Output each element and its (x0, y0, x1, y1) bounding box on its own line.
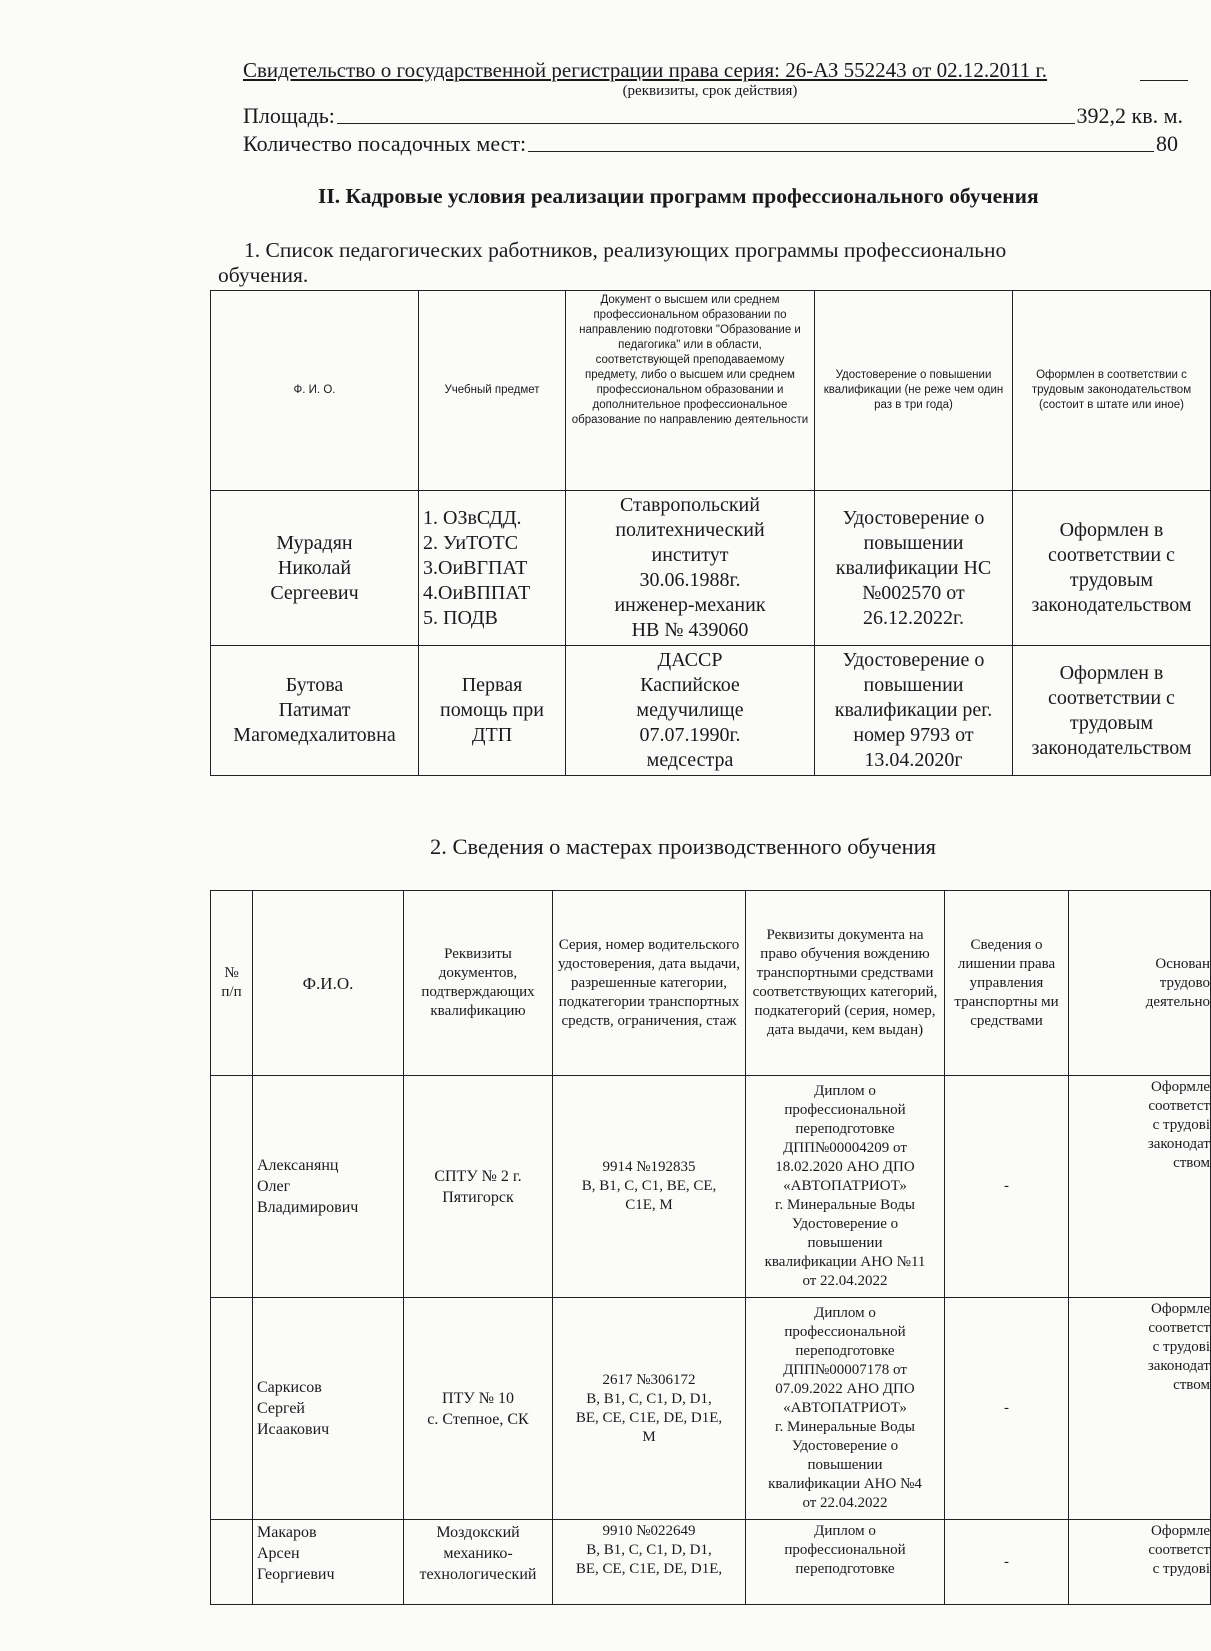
teacher-subject: Первая помощь при ДТП (419, 646, 566, 776)
teacher-qualification: Удостоверение о повышении квалификации рег. номер 9793 от 13.04.2020г (815, 646, 1013, 776)
master-number (211, 1520, 253, 1605)
header-education: Документ о высшем или среднем профессиональном образовании по направлению подготовки "Образование и педагогика" или в области, соответствующей преподаваемому предмету, либо о высшем или среднем профессиональном образовании и дополнительное профессиональное образование по направлению деятельности (566, 291, 815, 491)
header-training-doc: Реквизиты документа на право обучения вождению транспортными средствами соответствующих категорий, подкатегорий (серия, номер, дата выдачи, кем выдан) (746, 891, 945, 1076)
header-qual-docs: Реквизиты документов, подтверждающих квалификацию (404, 891, 553, 1076)
section-title: II. Кадровые условия реализации программ профессионального обучения (318, 184, 1039, 208)
teacher-education: Ставропольский политехнический институт 30.06.1988г. инженер-механик НВ № 439060 (566, 491, 815, 646)
master-training-doc: Диплом о профессиональной переподготовке ДПП№00007178 от 07.09.2022 АНО ДПО «АВТОПАТРИОТ» г. Минеральные Воды Удостоверение о повышении квалификации АНО №4 от 22.04.2022 (746, 1298, 945, 1520)
area-value: 392,2 кв. м. (1076, 103, 1183, 128)
table-row (211, 1520, 1211, 1605)
seats-label: Количество посадочных мест: (243, 131, 527, 156)
teacher-qualification: Удостоверение о повышении квалификации НС №002570 от 26.12.2022г. (815, 491, 1013, 646)
master-deprivation: - (945, 1076, 1069, 1298)
certificate-line (243, 58, 1189, 83)
header-qualification: Удостоверение о повышении квалификации (не реже чем один раз в три года) (815, 291, 1013, 491)
master-training-doc: Диплом о профессиональной переподготовке (746, 1520, 945, 1605)
table-row (211, 1076, 1211, 1298)
teacher-education: ДАССР Каспийское медучилище 07.07.1990г. медсестра (566, 646, 815, 776)
master-license: 2617 №306172 B, B1, C, C1, D, D1, BE, CE, C1E, DE, D1E, M (553, 1298, 746, 1520)
master-deprivation: - (945, 1520, 1069, 1605)
header-employment: Оформлен в соответствии с трудовым законодательством (состоит в штате или иное) (1013, 291, 1211, 491)
master-qualification: ПТУ № 10 с. Степное, СК (404, 1298, 553, 1520)
table-row (211, 1298, 1211, 1520)
seats-field (243, 131, 1178, 157)
masters-header-row (211, 891, 1211, 1076)
header-deprivation: Сведения о лишении права управления транспортны ми средствами (945, 891, 1069, 1076)
master-basis: Оформле соответст с трудові законодат ством (1069, 1298, 1211, 1520)
area-underline (337, 123, 1075, 124)
header-subject: Учебный предмет (419, 291, 566, 491)
master-license: 9910 №022649 B, B1, C, C1, D, D1, BE, CE, C1E, DE, D1E, (553, 1520, 746, 1605)
master-qualification: Моздокский механико- технологический (404, 1520, 553, 1605)
master-number (211, 1076, 253, 1298)
master-training-doc: Диплом о профессиональной переподготовке ДПП№00004209 от 18.02.2020 АНО ДПО «АВТОПАТРИОТ» г. Минеральные Воды Удостоверение о повышении квалификации АНО №11 от 22.04.2022 (746, 1076, 945, 1298)
header-fio: Ф. И. О. (211, 291, 419, 491)
masters-table (210, 890, 1211, 1605)
master-name: Макаров Арсен Георгиевич (253, 1520, 404, 1605)
area-field (243, 103, 1183, 129)
master-qualification: СПТУ № 2 г. Пятигорск (404, 1076, 553, 1298)
masters-title: 2. Сведения о мастерах производственного обучения (430, 834, 937, 859)
seats-underline (528, 151, 1154, 152)
master-basis: Оформле соответст с трудові законодат ством (1069, 1076, 1211, 1298)
list-intro-line1: 1. Список педагогических работников, реализующих программы профессионально (244, 238, 1007, 262)
teachers-table (210, 290, 1211, 776)
master-deprivation: - (945, 1298, 1069, 1520)
header-license: Серия, номер водительского удостоверения, дата выдачи, разрешенные категории, подкатегории транспортных средств, ограничения, стаж (553, 891, 746, 1076)
teacher-employment: Оформлен в соответствии с трудовым законодательством (1013, 646, 1211, 776)
teachers-header-row (211, 291, 1211, 491)
master-basis: Оформле соответст с трудові (1069, 1520, 1211, 1605)
certificate-caption: (реквизиты, срок действия) (622, 83, 798, 99)
teacher-name: Мурадян Николай Сергеевич (211, 491, 419, 646)
teacher-subject: 1. ОЗвСДД. 2. УиТОТС 3.ОиВГПАТ 4.ОиВППАТ 5. ПОДВ (419, 491, 566, 646)
teacher-employment: Оформлен в соответствии с трудовым законодательством (1013, 491, 1211, 646)
certificate-underline (1140, 80, 1188, 81)
list-intro-line2: обучения. (218, 263, 309, 287)
certificate-text: Свидетельство о государственной регистрации права серия: 26-АЗ 552243 от 02.12.2011 г. (243, 58, 1048, 82)
header-basis: Основан трудово деятельно (1069, 891, 1211, 1076)
master-number (211, 1298, 253, 1520)
area-label: Площадь: (243, 103, 335, 128)
teacher-name: Бутова Патимат Магомедхалитовна (211, 646, 419, 776)
table-row (211, 646, 1211, 776)
header-fio: Ф.И.О. (253, 891, 404, 1076)
table-row (211, 491, 1211, 646)
header-number: № п/п (211, 891, 253, 1076)
seats-value: 80 (1156, 131, 1178, 156)
master-license: 9914 №192835 B, B1, C, C1, BE, CE, C1E, M (553, 1076, 746, 1298)
master-name: Саркисов Сергей Исаакович (253, 1298, 404, 1520)
master-name: Алексанянц Олег Владимирович (253, 1076, 404, 1298)
